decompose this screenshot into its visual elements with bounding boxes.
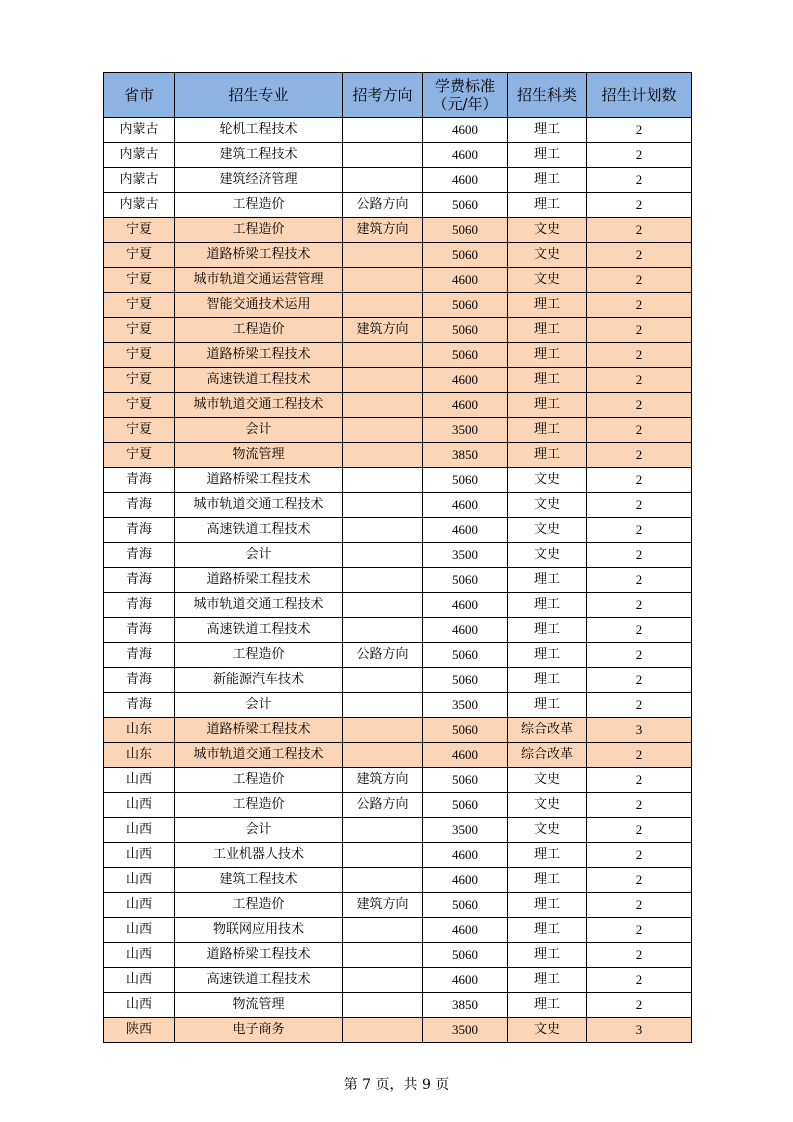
cell-province: 山东 — [104, 718, 175, 743]
cell-plan: 2 — [587, 218, 692, 243]
cell-category: 文史 — [508, 543, 587, 568]
cell-fee: 3850 — [423, 993, 508, 1018]
cell-plan: 2 — [587, 143, 692, 168]
cell-province: 陕西 — [104, 1018, 175, 1043]
cell-province: 宁夏 — [104, 418, 175, 443]
cell-category: 理工 — [508, 293, 587, 318]
header-direction: 招考方向 — [343, 73, 423, 118]
cell-direction — [343, 168, 423, 193]
cell-category: 理工 — [508, 943, 587, 968]
cell-fee: 4600 — [423, 393, 508, 418]
header-fee — [423, 73, 508, 118]
cell-major: 工程造价 — [175, 318, 343, 343]
cell-direction — [343, 143, 423, 168]
cell-province: 山西 — [104, 893, 175, 918]
table-row — [104, 893, 692, 918]
cell-direction: 公路方向 — [343, 193, 423, 218]
cell-plan: 2 — [587, 568, 692, 593]
cell-fee: 4600 — [423, 493, 508, 518]
cell-fee: 4600 — [423, 618, 508, 643]
cell-direction — [343, 518, 423, 543]
cell-province: 青海 — [104, 693, 175, 718]
cell-major: 高速铁道工程技术 — [175, 368, 343, 393]
cell-province: 山西 — [104, 793, 175, 818]
cell-major: 会计 — [175, 818, 343, 843]
cell-major: 物流管理 — [175, 993, 343, 1018]
cell-plan: 2 — [587, 643, 692, 668]
cell-direction: 建筑方向 — [343, 893, 423, 918]
cell-fee: 4600 — [423, 518, 508, 543]
cell-plan: 2 — [587, 818, 692, 843]
table-row — [104, 418, 692, 443]
cell-major: 物联网应用技术 — [175, 918, 343, 943]
header-fee-line2: （元/年） — [432, 95, 498, 113]
cell-fee: 4600 — [423, 368, 508, 393]
cell-fee: 5060 — [423, 718, 508, 743]
table-row — [104, 268, 692, 293]
cell-direction — [343, 968, 423, 993]
cell-plan: 3 — [587, 718, 692, 743]
table-row — [104, 818, 692, 843]
cell-fee: 5060 — [423, 218, 508, 243]
cell-major: 城市轨道交通工程技术 — [175, 743, 343, 768]
cell-direction — [343, 718, 423, 743]
cell-fee: 5060 — [423, 643, 508, 668]
cell-province: 山西 — [104, 843, 175, 868]
cell-major: 工程造价 — [175, 218, 343, 243]
table-row — [104, 118, 692, 143]
cell-major: 高速铁道工程技术 — [175, 968, 343, 993]
table-row — [104, 618, 692, 643]
table-body — [104, 118, 692, 1043]
cell-plan: 2 — [587, 768, 692, 793]
cell-plan: 2 — [587, 443, 692, 468]
cell-direction — [343, 1018, 423, 1043]
cell-category: 理工 — [508, 618, 587, 643]
table-row — [104, 393, 692, 418]
cell-plan: 2 — [587, 618, 692, 643]
cell-province: 青海 — [104, 593, 175, 618]
table-row — [104, 868, 692, 893]
cell-direction: 建筑方向 — [343, 318, 423, 343]
cell-province: 宁夏 — [104, 318, 175, 343]
table-row — [104, 468, 692, 493]
header-plan: 招生计划数 — [587, 73, 692, 118]
page-number-footer: 第 7 页，共 9 页 — [343, 1077, 450, 1093]
table-header — [104, 73, 692, 118]
cell-fee: 5060 — [423, 893, 508, 918]
cell-province: 山西 — [104, 818, 175, 843]
cell-province: 青海 — [104, 543, 175, 568]
table-row — [104, 318, 692, 343]
cell-category: 文史 — [508, 268, 587, 293]
cell-province: 山西 — [104, 768, 175, 793]
cell-category: 理工 — [508, 368, 587, 393]
table-row — [104, 693, 692, 718]
table-row — [104, 193, 692, 218]
table-row — [104, 743, 692, 768]
cell-plan: 2 — [587, 268, 692, 293]
cell-plan: 2 — [587, 668, 692, 693]
table-row — [104, 593, 692, 618]
table-row — [104, 668, 692, 693]
cell-direction — [343, 243, 423, 268]
cell-plan: 2 — [587, 843, 692, 868]
cell-fee: 3500 — [423, 1018, 508, 1043]
cell-major: 工程造价 — [175, 768, 343, 793]
cell-plan: 2 — [587, 368, 692, 393]
cell-major: 工业机器人技术 — [175, 843, 343, 868]
cell-fee: 5060 — [423, 243, 508, 268]
cell-direction — [343, 443, 423, 468]
cell-category: 文史 — [508, 468, 587, 493]
header-fee-line1: 学费标准 — [434, 77, 495, 95]
cell-direction — [343, 368, 423, 393]
cell-fee: 3500 — [423, 418, 508, 443]
cell-major: 会计 — [175, 418, 343, 443]
cell-plan: 2 — [587, 393, 692, 418]
cell-direction — [343, 393, 423, 418]
table-row — [104, 368, 692, 393]
cell-plan: 2 — [587, 968, 692, 993]
cell-fee: 5060 — [423, 193, 508, 218]
cell-plan: 2 — [587, 893, 692, 918]
cell-category: 理工 — [508, 443, 587, 468]
cell-fee: 5060 — [423, 568, 508, 593]
cell-category: 综合改革 — [508, 743, 587, 768]
cell-major: 智能交通技术运用 — [175, 293, 343, 318]
cell-major: 城市轨道交通运营管理 — [175, 268, 343, 293]
cell-major: 建筑工程技术 — [175, 143, 343, 168]
cell-major: 工程造价 — [175, 793, 343, 818]
cell-fee: 4600 — [423, 143, 508, 168]
table-row — [104, 918, 692, 943]
header-province: 省市 — [104, 73, 175, 118]
cell-province: 宁夏 — [104, 268, 175, 293]
cell-fee: 4600 — [423, 118, 508, 143]
cell-fee: 5060 — [423, 293, 508, 318]
table-row — [104, 243, 692, 268]
cell-plan: 2 — [587, 543, 692, 568]
cell-major: 道路桥梁工程技术 — [175, 568, 343, 593]
table-row — [104, 568, 692, 593]
cell-direction — [343, 468, 423, 493]
cell-major: 城市轨道交通工程技术 — [175, 593, 343, 618]
cell-fee: 3850 — [423, 443, 508, 468]
cell-plan: 2 — [587, 468, 692, 493]
table-row — [104, 443, 692, 468]
table-row — [104, 168, 692, 193]
cell-plan: 2 — [587, 593, 692, 618]
cell-fee: 5060 — [423, 768, 508, 793]
cell-fee: 3500 — [423, 543, 508, 568]
admission-plan-table — [103, 72, 692, 1043]
cell-major: 高速铁道工程技术 — [175, 618, 343, 643]
cell-category: 文史 — [508, 243, 587, 268]
table-row — [104, 1018, 692, 1043]
cell-category: 理工 — [508, 868, 587, 893]
cell-direction — [343, 543, 423, 568]
cell-province: 青海 — [104, 468, 175, 493]
cell-plan: 2 — [587, 793, 692, 818]
cell-plan: 2 — [587, 118, 692, 143]
cell-province: 山西 — [104, 993, 175, 1018]
cell-major: 城市轨道交通工程技术 — [175, 393, 343, 418]
cell-fee: 4600 — [423, 593, 508, 618]
table-row — [104, 768, 692, 793]
cell-category: 理工 — [508, 893, 587, 918]
cell-major: 城市轨道交通工程技术 — [175, 493, 343, 518]
table-row — [104, 843, 692, 868]
cell-fee: 5060 — [423, 943, 508, 968]
cell-fee: 5060 — [423, 343, 508, 368]
table-row — [104, 518, 692, 543]
cell-category: 文史 — [508, 818, 587, 843]
cell-plan: 2 — [587, 193, 692, 218]
cell-fee: 4600 — [423, 843, 508, 868]
cell-direction: 建筑方向 — [343, 768, 423, 793]
cell-province: 宁夏 — [104, 218, 175, 243]
cell-category: 综合改革 — [508, 718, 587, 743]
cell-province: 内蒙古 — [104, 193, 175, 218]
cell-direction — [343, 118, 423, 143]
table-row — [104, 143, 692, 168]
table-row — [104, 493, 692, 518]
cell-major: 会计 — [175, 693, 343, 718]
table-row — [104, 343, 692, 368]
table-row — [104, 543, 692, 568]
table-row — [104, 793, 692, 818]
cell-plan: 2 — [587, 343, 692, 368]
cell-major: 高速铁道工程技术 — [175, 518, 343, 543]
header-category: 招生科类 — [508, 73, 587, 118]
cell-direction — [343, 993, 423, 1018]
cell-category: 文史 — [508, 218, 587, 243]
cell-major: 工程造价 — [175, 193, 343, 218]
cell-category: 理工 — [508, 593, 587, 618]
cell-category: 文史 — [508, 1018, 587, 1043]
cell-direction — [343, 943, 423, 968]
cell-province: 青海 — [104, 493, 175, 518]
cell-direction — [343, 743, 423, 768]
cell-plan: 2 — [587, 243, 692, 268]
cell-category: 理工 — [508, 393, 587, 418]
table-row — [104, 218, 692, 243]
cell-plan: 3 — [587, 1018, 692, 1043]
cell-major: 物流管理 — [175, 443, 343, 468]
cell-direction — [343, 293, 423, 318]
cell-major: 道路桥梁工程技术 — [175, 468, 343, 493]
cell-major: 建筑经济管理 — [175, 168, 343, 193]
cell-direction: 建筑方向 — [343, 218, 423, 243]
cell-province: 青海 — [104, 643, 175, 668]
cell-category: 理工 — [508, 643, 587, 668]
cell-direction — [343, 568, 423, 593]
cell-province: 山西 — [104, 943, 175, 968]
cell-plan: 2 — [587, 518, 692, 543]
cell-major: 新能源汽车技术 — [175, 668, 343, 693]
cell-category: 理工 — [508, 143, 587, 168]
cell-major: 工程造价 — [175, 643, 343, 668]
table-row — [104, 293, 692, 318]
cell-category: 理工 — [508, 993, 587, 1018]
cell-province: 山西 — [104, 868, 175, 893]
cell-fee: 4600 — [423, 918, 508, 943]
cell-plan: 2 — [587, 943, 692, 968]
cell-category: 文史 — [508, 518, 587, 543]
cell-category: 文史 — [508, 768, 587, 793]
cell-plan: 2 — [587, 868, 692, 893]
cell-direction — [343, 818, 423, 843]
cell-major: 道路桥梁工程技术 — [175, 943, 343, 968]
cell-category: 理工 — [508, 168, 587, 193]
cell-fee: 4600 — [423, 268, 508, 293]
cell-category: 理工 — [508, 118, 587, 143]
cell-plan: 2 — [587, 493, 692, 518]
cell-category: 文史 — [508, 493, 587, 518]
cell-major: 道路桥梁工程技术 — [175, 243, 343, 268]
cell-plan: 2 — [587, 418, 692, 443]
cell-category: 理工 — [508, 693, 587, 718]
cell-direction — [343, 593, 423, 618]
cell-major: 工程造价 — [175, 893, 343, 918]
cell-province: 山东 — [104, 743, 175, 768]
cell-direction — [343, 618, 423, 643]
cell-province: 内蒙古 — [104, 143, 175, 168]
cell-plan: 2 — [587, 293, 692, 318]
cell-direction — [343, 918, 423, 943]
cell-category: 理工 — [508, 568, 587, 593]
cell-province: 宁夏 — [104, 243, 175, 268]
cell-plan: 2 — [587, 993, 692, 1018]
cell-direction — [343, 343, 423, 368]
cell-province: 青海 — [104, 668, 175, 693]
cell-province: 宁夏 — [104, 368, 175, 393]
cell-fee: 5060 — [423, 668, 508, 693]
cell-direction — [343, 668, 423, 693]
cell-major: 电子商务 — [175, 1018, 343, 1043]
cell-category: 理工 — [508, 418, 587, 443]
cell-direction — [343, 693, 423, 718]
cell-fee: 4600 — [423, 743, 508, 768]
table-row — [104, 993, 692, 1018]
cell-direction — [343, 493, 423, 518]
cell-major: 道路桥梁工程技术 — [175, 718, 343, 743]
cell-major: 会计 — [175, 543, 343, 568]
cell-direction — [343, 843, 423, 868]
cell-direction — [343, 418, 423, 443]
cell-fee: 4600 — [423, 168, 508, 193]
cell-category: 理工 — [508, 193, 587, 218]
cell-direction — [343, 868, 423, 893]
header-major: 招生专业 — [175, 73, 343, 118]
cell-category: 理工 — [508, 318, 587, 343]
table-row — [104, 968, 692, 993]
table-row — [104, 943, 692, 968]
header-row — [104, 73, 692, 118]
cell-fee: 4600 — [423, 868, 508, 893]
cell-major: 轮机工程技术 — [175, 118, 343, 143]
cell-major: 道路桥梁工程技术 — [175, 343, 343, 368]
cell-fee: 3500 — [423, 818, 508, 843]
cell-category: 文史 — [508, 793, 587, 818]
cell-province: 内蒙古 — [104, 118, 175, 143]
cell-plan: 2 — [587, 743, 692, 768]
cell-category: 理工 — [508, 918, 587, 943]
cell-province: 宁夏 — [104, 343, 175, 368]
cell-province: 宁夏 — [104, 393, 175, 418]
cell-fee: 5060 — [423, 793, 508, 818]
cell-direction — [343, 268, 423, 293]
cell-province: 山西 — [104, 918, 175, 943]
cell-direction: 公路方向 — [343, 793, 423, 818]
cell-plan: 2 — [587, 918, 692, 943]
cell-province: 青海 — [104, 518, 175, 543]
cell-category: 理工 — [508, 968, 587, 993]
cell-province: 宁夏 — [104, 443, 175, 468]
cell-plan: 2 — [587, 693, 692, 718]
cell-plan: 2 — [587, 318, 692, 343]
cell-fee: 5060 — [423, 318, 508, 343]
cell-category: 理工 — [508, 668, 587, 693]
cell-province: 山西 — [104, 968, 175, 993]
cell-province: 青海 — [104, 618, 175, 643]
cell-province: 青海 — [104, 568, 175, 593]
cell-plan: 2 — [587, 168, 692, 193]
cell-category: 理工 — [508, 343, 587, 368]
cell-province: 宁夏 — [104, 293, 175, 318]
cell-category: 理工 — [508, 843, 587, 868]
table-row — [104, 643, 692, 668]
table-row — [104, 718, 692, 743]
cell-fee: 5060 — [423, 468, 508, 493]
cell-fee: 3500 — [423, 693, 508, 718]
cell-fee: 4600 — [423, 968, 508, 993]
cell-province: 内蒙古 — [104, 168, 175, 193]
cell-direction: 公路方向 — [343, 643, 423, 668]
cell-major: 建筑工程技术 — [175, 868, 343, 893]
